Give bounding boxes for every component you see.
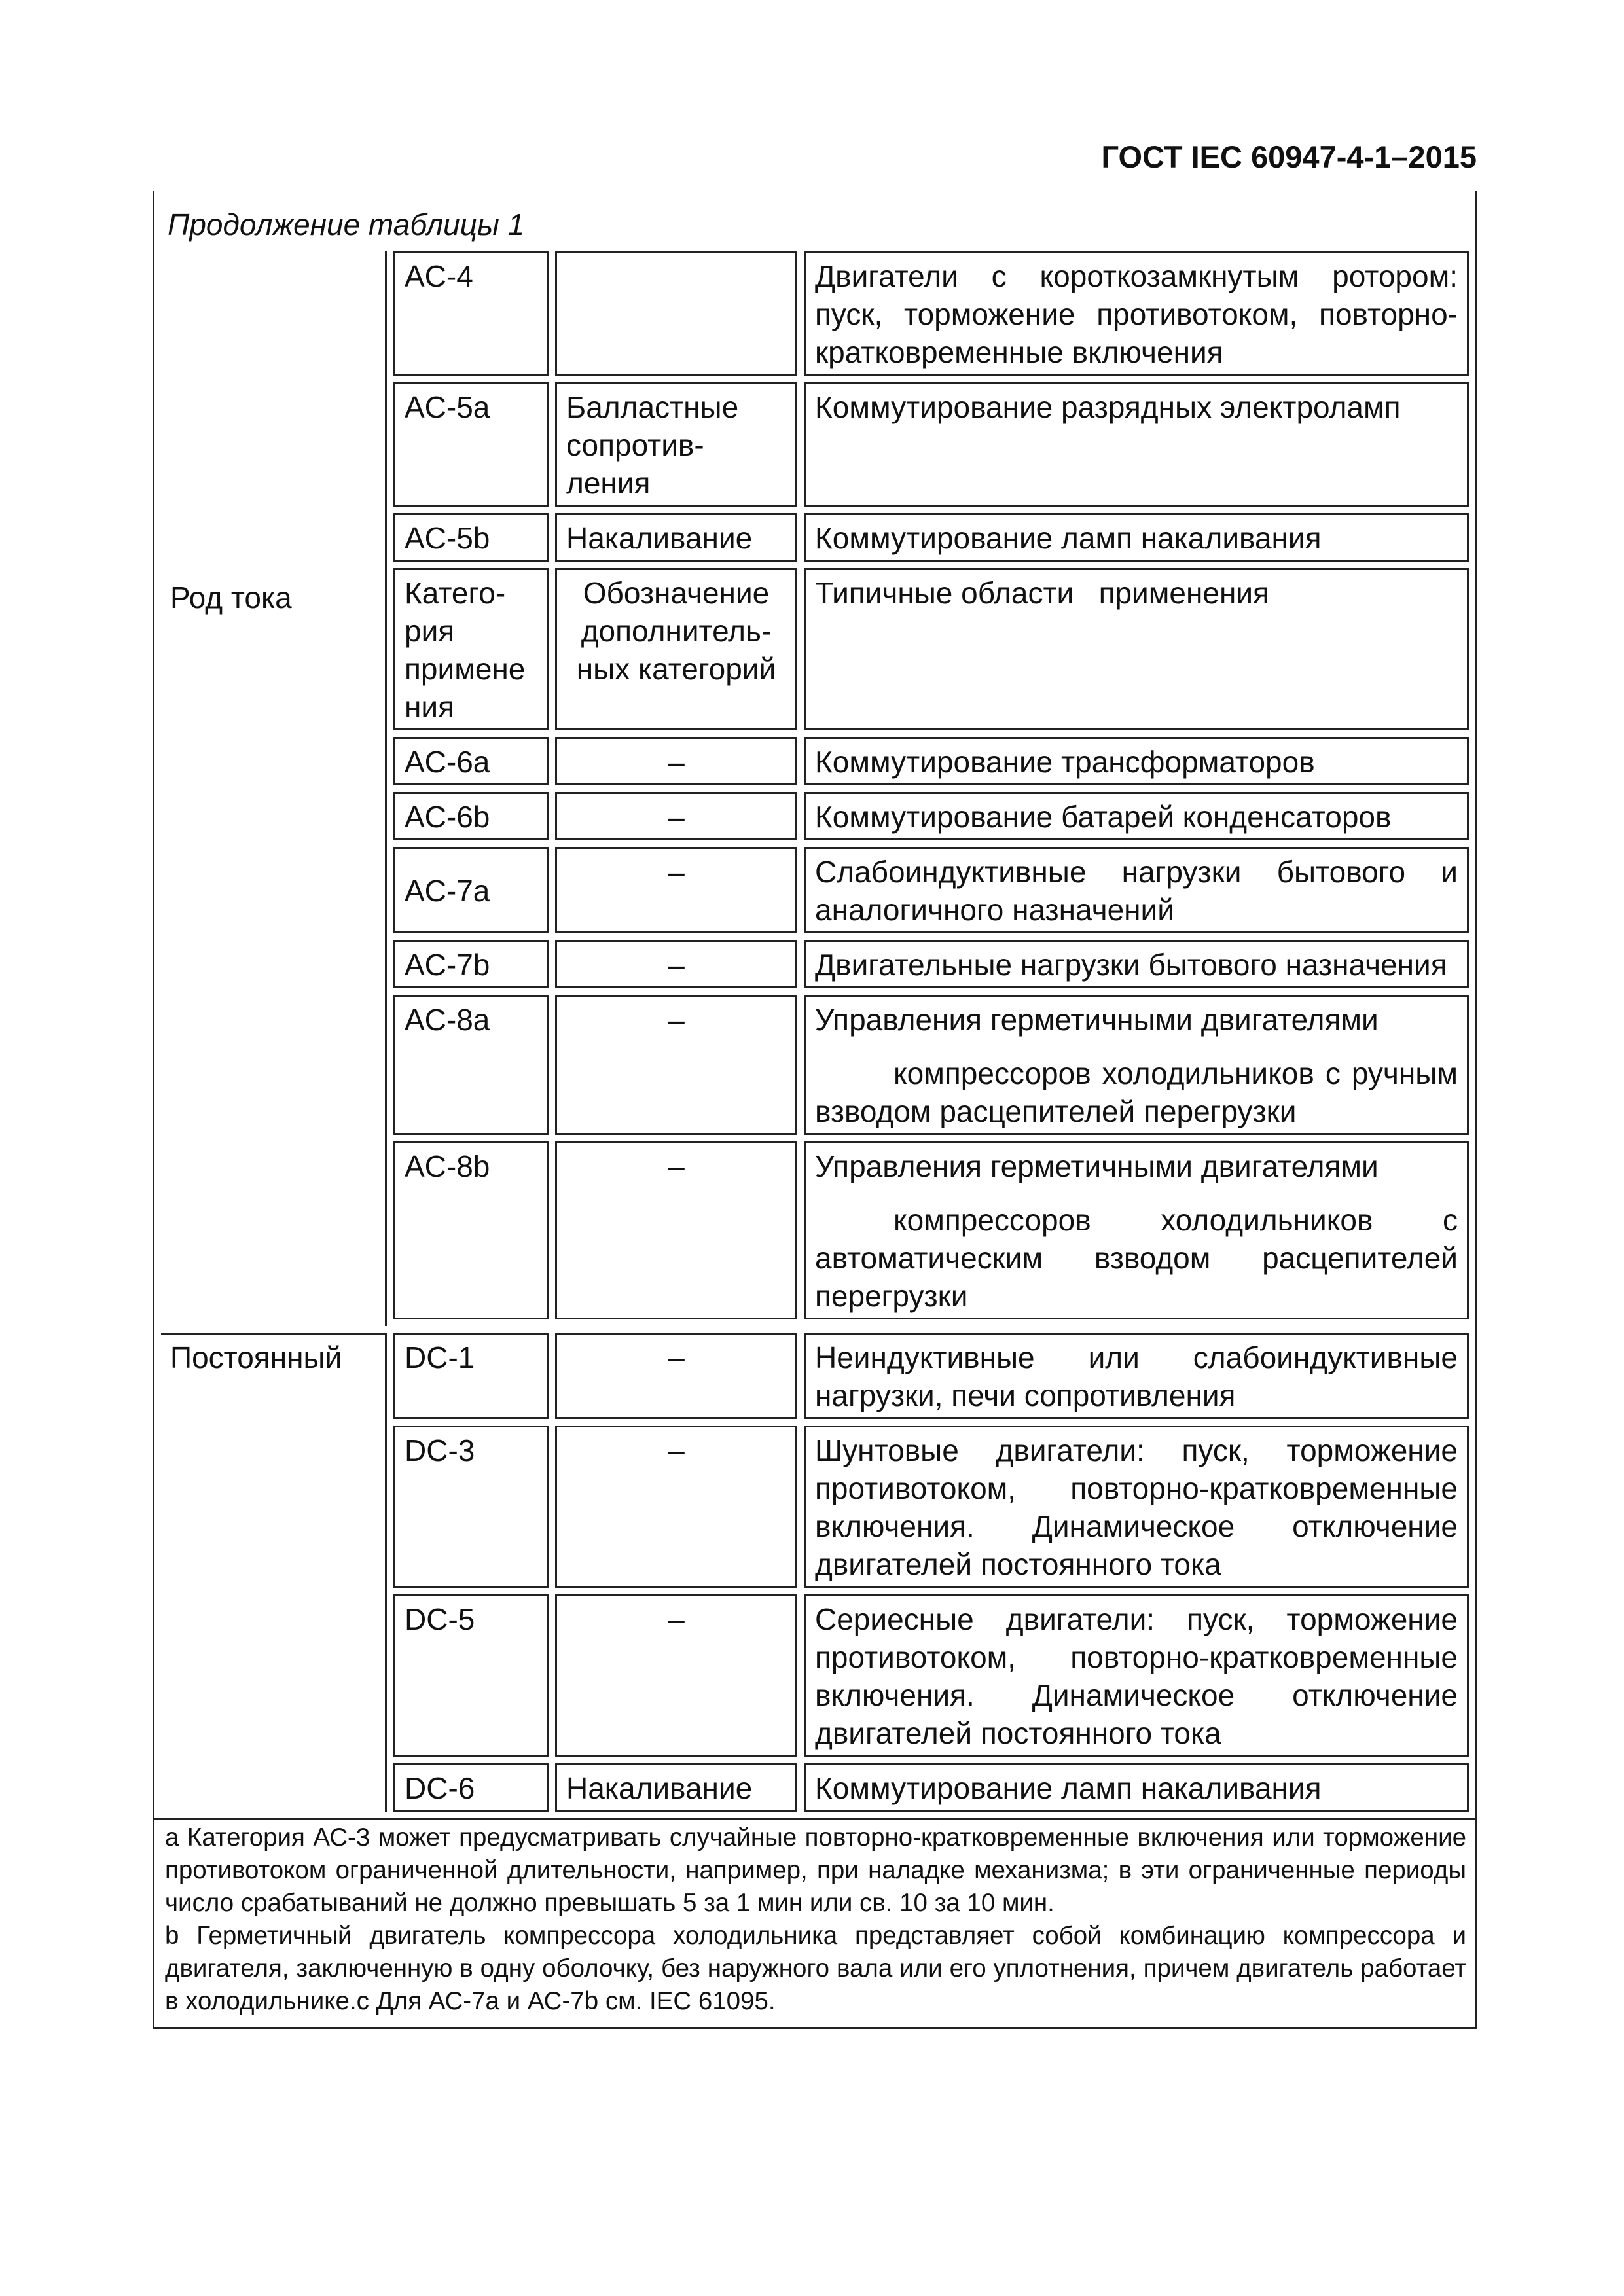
header-designation: Обозначение дополнитель-ных категорий <box>555 568 797 730</box>
current-kind-dc-cell <box>161 1333 387 1812</box>
application-cell: Шунтовые двигатели: пуск, торможение противотоком, повторно-кратковременные включения. Динамическое отключение двигателей постоянного тока <box>804 1426 1469 1588</box>
utilization-categories-table <box>153 191 1477 2029</box>
current-kind-label: Род тока <box>170 581 292 615</box>
category-code: AC-7a <box>405 874 490 908</box>
additional-designation-cell: – <box>555 1426 797 1588</box>
application-cell: Слабоиндуктивные нагрузки бытового и аналогичного назначений <box>804 847 1469 933</box>
application-cell <box>804 1141 1469 1319</box>
category-cell: AC-4 <box>393 251 549 376</box>
application-text: Управления герметичными двигателями <box>815 1003 1379 1037</box>
additional-designation-cell: – <box>555 737 797 785</box>
application-cell: Коммутирование ламп накаливания <box>804 513 1469 562</box>
additional-designation-cell: – <box>555 1333 797 1419</box>
category-cell: AC-6b <box>393 792 549 840</box>
table-footnotes <box>153 1814 1477 2029</box>
category-cell <box>393 847 549 933</box>
additional-designation-cell: – <box>555 940 797 988</box>
table-body <box>153 245 1477 1820</box>
category-cell: DC-3 <box>393 1426 549 1588</box>
current-kind-cell <box>161 251 387 1326</box>
category-cell: AC-8a <box>393 995 549 1135</box>
table-row <box>161 251 1469 376</box>
application-cell: Двигательные нагрузки бытового назначения <box>804 940 1469 988</box>
application-text-cont: компрессоров холодильников с автоматическим взводом расцепителей перегрузки <box>815 1203 1458 1313</box>
category-cell: AC-6a <box>393 737 549 785</box>
additional-designation-cell: – <box>555 995 797 1135</box>
header-applications: Типичные области применения <box>804 568 1469 730</box>
footnote-a: a Категория АС-3 может предусматривать случайные повторно-кратковременные включения или торможение противотоком ограниченной длительности, например, при наладке механизма; в эти ограниченные периоды число срабатываний не должно превышать 5 за 1 мин или св. 10 за 10 мин. <box>165 1823 1466 1917</box>
category-cell: DC-6 <box>393 1763 549 1812</box>
application-cell <box>804 995 1469 1135</box>
application-cell: Коммутирование батарей конденсаторов <box>804 792 1469 840</box>
table-row <box>161 1333 1469 1419</box>
additional-designation-cell: – <box>555 1594 797 1757</box>
category-cell: DC-1 <box>393 1333 549 1419</box>
application-cell: Неиндуктивные или слабоиндуктивные нагрузки, печи сопротивления <box>804 1333 1469 1419</box>
application-cell: Коммутирование трансформаторов <box>804 737 1469 785</box>
additional-designation-cell: – <box>555 792 797 840</box>
category-cell: AC-5a <box>393 382 549 507</box>
category-cell: DC-5 <box>393 1594 549 1757</box>
application-cell: Двигатели с короткозамкнутым ротором: пуск, торможение противотоком, повторно-кратковременные включения <box>804 251 1469 376</box>
category-code: AC-7b <box>405 948 490 982</box>
category-cell <box>393 940 549 988</box>
current-kind-dc-label: Постоянный <box>170 1340 342 1374</box>
additional-designation-cell: Балластные сопротив- ления <box>555 382 797 507</box>
application-text-cont: компрессоров холодильников с ручным взводом расцепителей перегрузки <box>815 1056 1458 1128</box>
application-cell: Сериесные двигатели: пуск, торможение противотоком, повторно-кратковременные включения. Динамическое отключение двигателей постоянного тока <box>804 1594 1469 1757</box>
standard-header: ГОСТ IEC 60947-4-1–2015 <box>1101 139 1477 174</box>
table-caption: Продолжение таблицы 1 <box>153 191 1477 251</box>
category-cell: AC-5b <box>393 513 549 562</box>
application-text: Управления герметичными двигателями <box>815 1149 1379 1183</box>
application-cell: Коммутирование разрядных электроламп <box>804 382 1469 507</box>
additional-designation-cell: Накаливание <box>555 1763 797 1812</box>
footnote-b: b Герметичный двигатель компрессора холодильника представляет собой комбинацию компрессора и двигателя, заключенную в одну оболочку, без наружного вала или его уплотнения, причем двигатель работает в холодильнике.c Для АС-7а и АС-7b см. IEC 61095. <box>165 1922 1466 2015</box>
header-category: Катего- рия примене ния <box>393 568 549 730</box>
application-cell: Коммутирование ламп накаливания <box>804 1763 1469 1812</box>
category-cell: AC-8b <box>393 1141 549 1319</box>
additional-designation-cell: – <box>555 847 797 933</box>
additional-designation-cell: Накаливание <box>555 513 797 562</box>
additional-designation-cell <box>555 251 797 376</box>
additional-designation-cell: – <box>555 1141 797 1319</box>
